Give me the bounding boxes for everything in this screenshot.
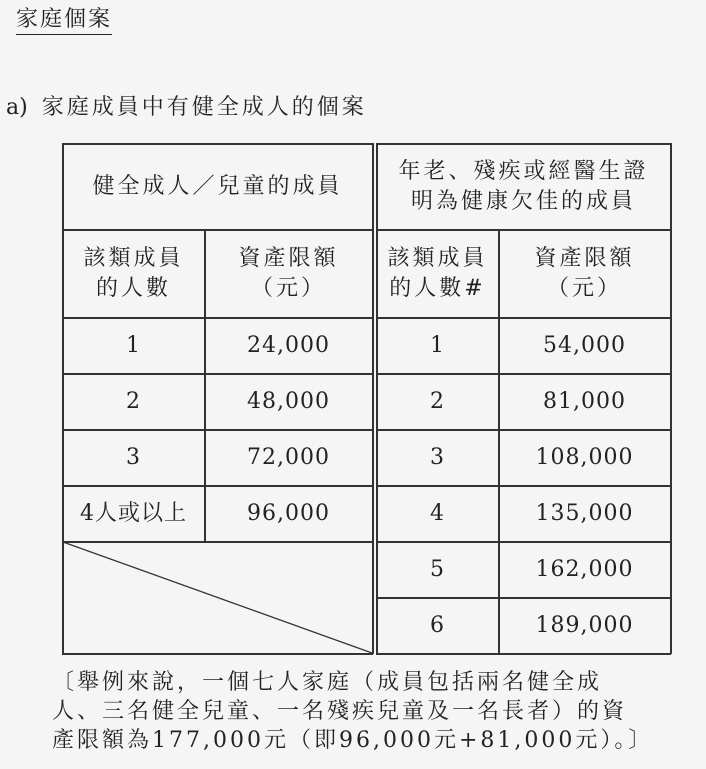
table-cell: 24,000	[247, 332, 330, 358]
left-members-header	[63, 230, 204, 317]
example-note-line1: 〔舉例來說，一個七人家庭（成員包括兩名健全成	[52, 670, 603, 695]
table-cell: 2	[430, 388, 445, 414]
section-title-text: 家庭成員中有健全成人的個案	[41, 95, 367, 120]
table-cell: 135,000	[535, 500, 634, 526]
page-heading: 家庭個案	[16, 6, 112, 35]
right-members-header	[377, 230, 498, 317]
right-members-header-line2: 的人數#	[389, 275, 486, 301]
table-cell: 2	[126, 388, 141, 414]
table-cell: 72,000	[247, 444, 330, 470]
table-cell: 4人或以上	[80, 500, 187, 526]
right-limit-header	[499, 230, 670, 317]
table-cell: 81,000	[543, 388, 626, 414]
empty-cell-diagonal	[62, 541, 373, 654]
left-members-header-line2: 的人數	[95, 275, 171, 301]
table-cell: 5	[430, 556, 445, 582]
left-limit-header	[205, 230, 372, 317]
table-cell: 96,000	[247, 500, 330, 526]
right-members-header-line1: 該類成員	[387, 245, 488, 271]
right-group-header-line1: 年老、殘疾或經醫生證	[398, 158, 649, 184]
left-group-header	[63, 144, 372, 229]
left-limit-header-line1: 資產限額	[238, 245, 339, 271]
right-group-header	[377, 144, 670, 229]
table-cell: 162,000	[535, 556, 634, 582]
example-note-line3: 產限額為177,000元（即96,000元+81,000元）。〕	[52, 728, 654, 753]
table-cell: 3	[430, 444, 445, 470]
table-cell: 54,000	[543, 332, 626, 358]
table-cell: 4	[430, 500, 445, 526]
table-cell: 108,000	[535, 444, 634, 470]
table-cell: 1	[430, 332, 445, 358]
right-limit-header-line1: 資產限額	[534, 245, 635, 271]
section-title	[6, 93, 367, 123]
table-cell: 1	[126, 332, 141, 358]
left-limit-header-line2: （元）	[250, 275, 326, 301]
table-cell: 48,000	[247, 388, 330, 414]
right-group-header-line2: 明為健康欠佳的成員	[410, 188, 636, 214]
example-note-line2: 人、三名健全兒童、一名殘疾兒童及一名長者）的資	[52, 699, 628, 724]
section-marker: a)	[6, 95, 28, 120]
left-group-header-text: 健全成人／兒童的成員	[92, 173, 343, 199]
table-cell: 189,000	[535, 612, 634, 638]
example-note	[52, 668, 702, 755]
table-cell: 6	[430, 612, 445, 638]
left-members-header-line1: 該類成員	[83, 245, 184, 271]
table-cell: 3	[126, 444, 141, 470]
right-limit-header-line2: （元）	[546, 275, 622, 301]
